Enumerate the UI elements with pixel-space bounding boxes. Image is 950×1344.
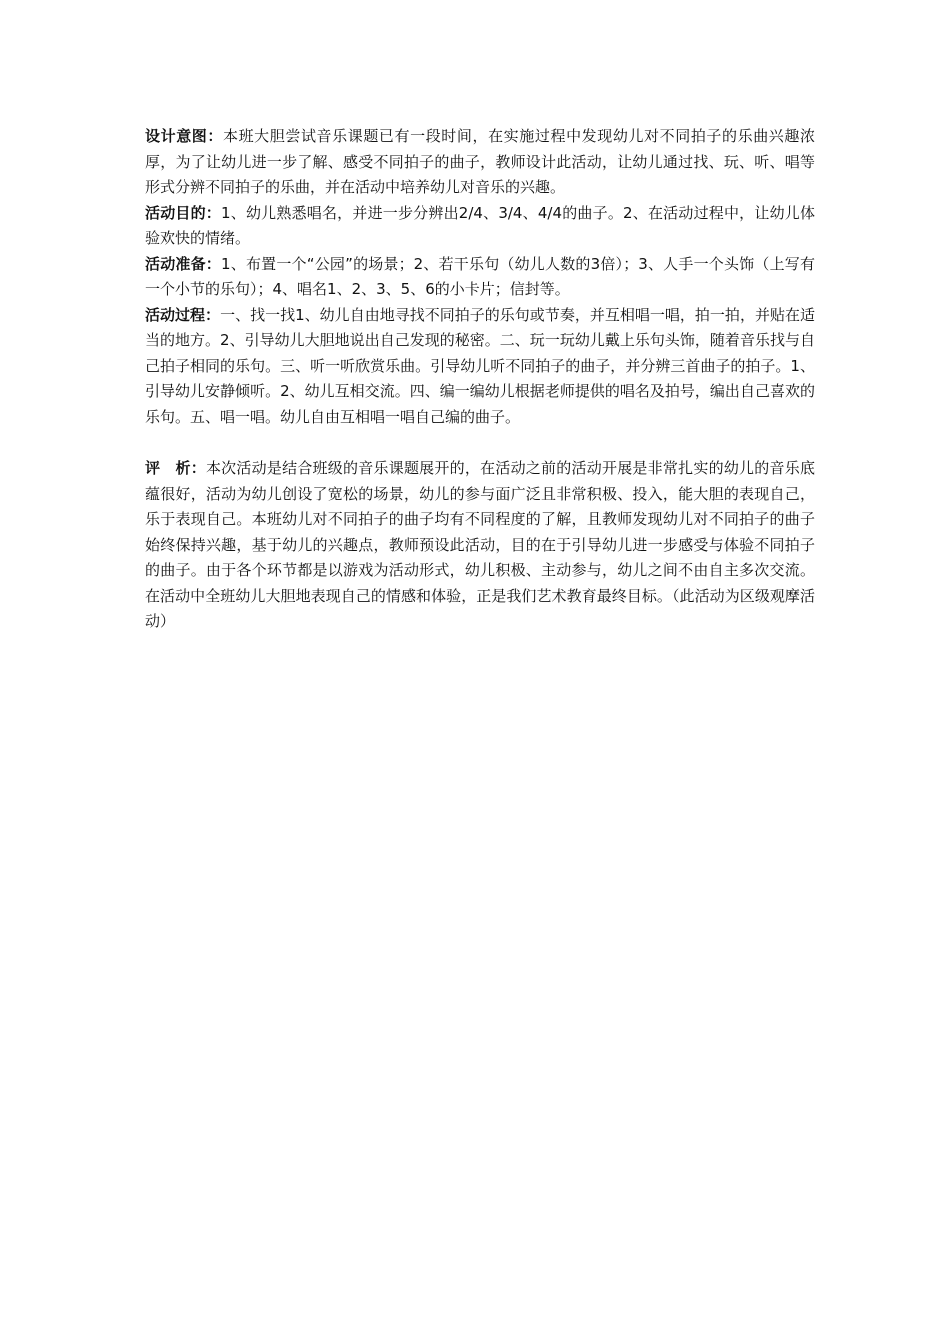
design-intent-paragraph [145,124,815,201]
activity-preparation-paragraph [145,252,815,303]
evaluation-paragraph [145,456,815,635]
activity-process-paragraph [145,303,815,431]
evaluation-label: 评 析： [145,459,206,477]
activity-process-text: 一、找一找1、幼儿自由地寻找不同拍子的乐句或节奏，并互相唱一唱，拍一拍，并贴在适当的地方。2、引导幼儿大胆地说出自己发现的秘密。二、玩一玩幼儿戴上乐句头饰，随着音乐找与自己拍子相同的乐句。三、听一听欣赏乐曲。引导幼儿听不同拍子的曲子，并分辨三首曲子的拍子。1、引导幼儿安静倾听。2、幼儿互相交流。四、编一编幼儿根据老师提供的唱名及拍号，编出自己喜欢的乐句。五、唱一唱。幼儿自由互相唱一唱自己编的曲子。 [145,305,815,426]
paragraph-spacer [145,430,815,456]
evaluation-text: 本次活动是结合班级的音乐课题展开的，在活动之前的活动开展是非常扎实的幼儿的音乐底蕴很好，活动为幼儿创设了宽松的场景，幼儿的参与面广泛且非常积极、投入，能大胆的表现自己，乐于表现自己。本班幼儿对不同拍子的曲子均有不同程度的了解，且教师发现幼儿对不同拍子的曲子始终保持兴趣，基于幼儿的兴趣点，教师预设此活动，目的在于引导幼儿进一步感受与体验不同拍子的曲子。由于各个环节都是以游戏为活动形式，幼儿积极、主动参与，幼儿之间不由自主多次交流。在活动中全班幼儿大胆地表现自己的情感和体验，正是我们艺术教育最终目标。（此活动为区级观摩活动） [145,459,815,630]
design-intent-text: 本班大胆尝试音乐课题已有一段时间，在实施过程中发现幼儿对不同拍子的乐曲兴趣浓厚，为了让幼儿进一步了解、感受不同拍子的曲子，教师设计此活动，让幼儿通过找、玩、听、唱等形式分辨不同拍子的乐曲，并在活动中培养幼儿对音乐的兴趣。 [145,127,815,196]
activity-preparation-label: 活动准备： [145,254,221,273]
activity-process-label: 活动过程： [145,305,221,324]
activity-preparation-text: 1、布置一个“公园”的场景；2、若干乐句（幼儿人数的3倍）；3、人手一个头饰（上写有一个小节的乐句）；4、唱名1、2、3、5、6的小卡片；信封等。 [145,254,815,298]
activity-goal-label: 活动目的： [145,203,222,222]
activity-goal-paragraph [145,201,815,252]
document-body [145,124,815,635]
design-intent-label: 设计意图： [145,127,223,145]
activity-goal-text: 1、幼儿熟悉唱名，并进一步分辨出2/4、3/4、4/4的曲子。2、在活动过程中，让幼儿体验欢快的情绪。 [145,203,815,247]
